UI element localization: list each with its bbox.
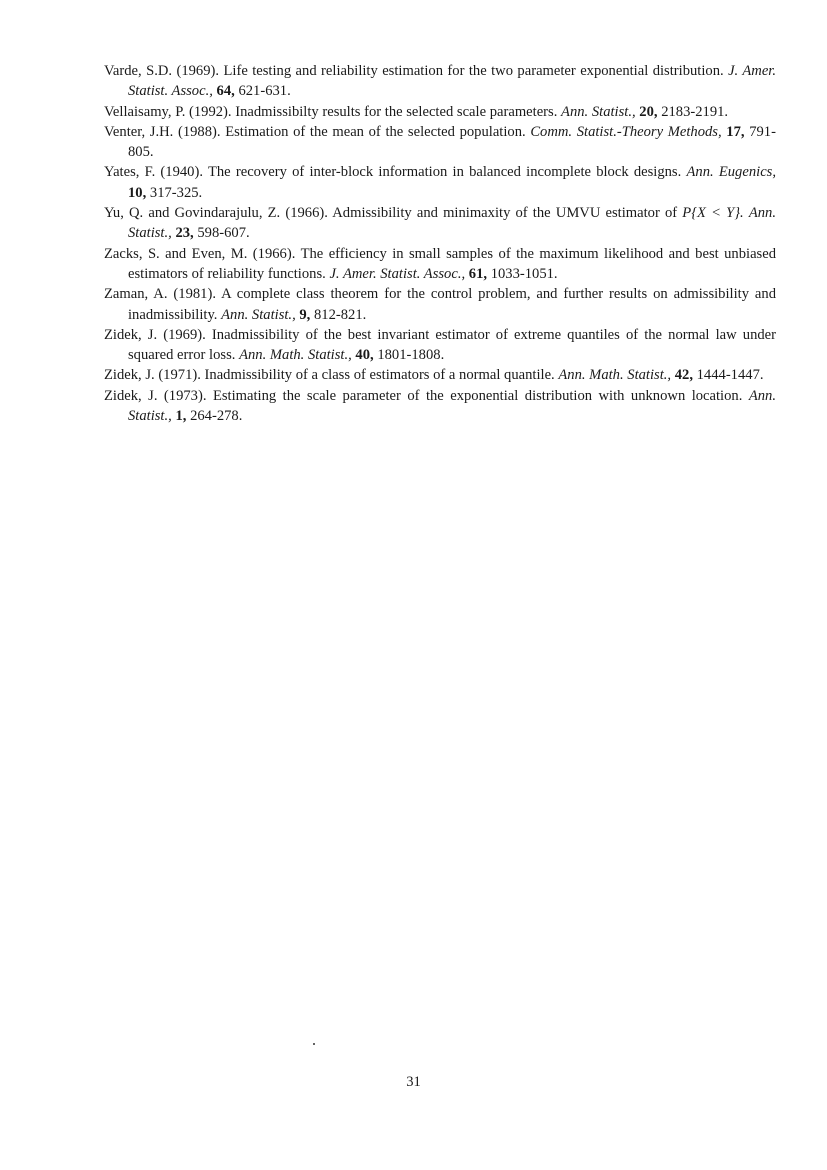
reference-journal: Ann. Statist., [561, 103, 636, 120]
reference-entry [104, 122, 776, 163]
reference-authors: Venter, J.H. (1988). [104, 123, 221, 140]
reference-volume: 9, [299, 306, 311, 323]
reference-title: Inadmissibility of a class of estimators of a normal quantile. [204, 367, 555, 384]
reference-pages: 1801-1808. [377, 347, 445, 364]
reference-authors: Zidek, J. (1973). [104, 387, 207, 404]
reference-journal: J. Amer. Statist. Assoc., [329, 265, 466, 282]
reference-volume: 42, [674, 367, 693, 384]
reference-authors: Zacks, S. and Even, M. (1966). [104, 245, 296, 262]
reference-volume: 20, [639, 103, 658, 120]
reference-pages: 264-278. [190, 408, 243, 425]
reference-authors: Vellaisamy, P. (1992). [104, 103, 232, 120]
reference-volume: 61, [468, 265, 488, 282]
reference-volume: 40, [355, 347, 374, 364]
reference-title: Inadmissibilty results for the selected scale parameters. [235, 103, 558, 120]
reference-journal: Ann. Math. Statist., [239, 347, 352, 364]
reference-volume: 1, [175, 408, 187, 425]
reference-title: Estimating the scale parameter of the exponential distribution with unknown location. [212, 387, 743, 404]
reference-entry [104, 203, 776, 244]
reference-title: Inadmissibility of the best invariant estimator of extreme quantiles of the normal law under squared error loss. [128, 326, 776, 364]
reference-entry [104, 61, 776, 102]
reference-title: The recovery of inter-block information in balanced incomplete block designs. [207, 164, 682, 181]
reference-pages: 791-805. [128, 123, 776, 161]
scan-speck [313, 1043, 315, 1045]
reference-authors: Varde, S.D. (1969). [104, 63, 220, 79]
reference-title-math: P{X < Y}. [682, 205, 744, 222]
reference-journal: J. Amer. Statist. Assoc., [128, 63, 777, 100]
reference-pages: 317-325. [149, 184, 203, 201]
reference-authors: Zidek, J. (1971). [104, 367, 201, 384]
reference-volume: 10, [128, 184, 147, 201]
reference-title: A complete class theorem for the control problem, and further results on admissibility and inadmissibility. [128, 286, 776, 323]
reference-volume: 64, [216, 83, 235, 100]
reference-pages: 1444-1447. [696, 367, 764, 384]
reference-pages: 2183-2191. [661, 103, 729, 120]
reference-title: Life testing and reliability estimation for the two parameter exponential distribution. [223, 63, 724, 79]
reference-pages: 812-821. [313, 306, 367, 323]
reference-pages: 598-607. [197, 225, 250, 242]
reference-entry [104, 244, 776, 285]
reference-pages: 1033-1051. [490, 265, 558, 282]
reference-volume: 23, [175, 225, 194, 242]
reference-entry [104, 386, 776, 427]
reference-title: Admissibility and minimaxity of the UMVU estimator of [332, 205, 678, 222]
reference-list [104, 61, 776, 426]
reference-authors: Zidek, J. (1969). [104, 326, 206, 343]
reference-title: Estimation of the mean of the selected population. [225, 123, 526, 140]
reference-journal: Ann. Statist., [221, 306, 296, 323]
reference-journal: Ann. Statist., [128, 205, 777, 242]
reference-entry [104, 365, 776, 385]
reference-pages: 621-631. [238, 83, 291, 100]
reference-entry [104, 325, 776, 366]
page-number: 31 [406, 1074, 421, 1090]
reference-volume: 17, [726, 123, 745, 140]
reference-authors: Zaman, A. (1981). [104, 286, 216, 303]
reference-entry [104, 162, 776, 203]
reference-authors: Yates, F. (1940). [104, 164, 203, 181]
reference-journal: Comm. Statist.-Theory Methods, [530, 123, 722, 140]
reference-journal: Ann. Statist., [128, 387, 776, 425]
reference-title: The efficiency in small samples of the maximum likelihood and best unbiased estimators of reliability functions. [128, 245, 776, 282]
reference-entry [104, 102, 776, 122]
reference-journal: Ann. Math. Statist., [558, 367, 672, 384]
reference-entry [104, 284, 776, 325]
reference-journal: Ann. Eugenics, [686, 164, 776, 181]
reference-authors: Yu, Q. and Govindarajulu, Z. (1966). [104, 205, 328, 222]
